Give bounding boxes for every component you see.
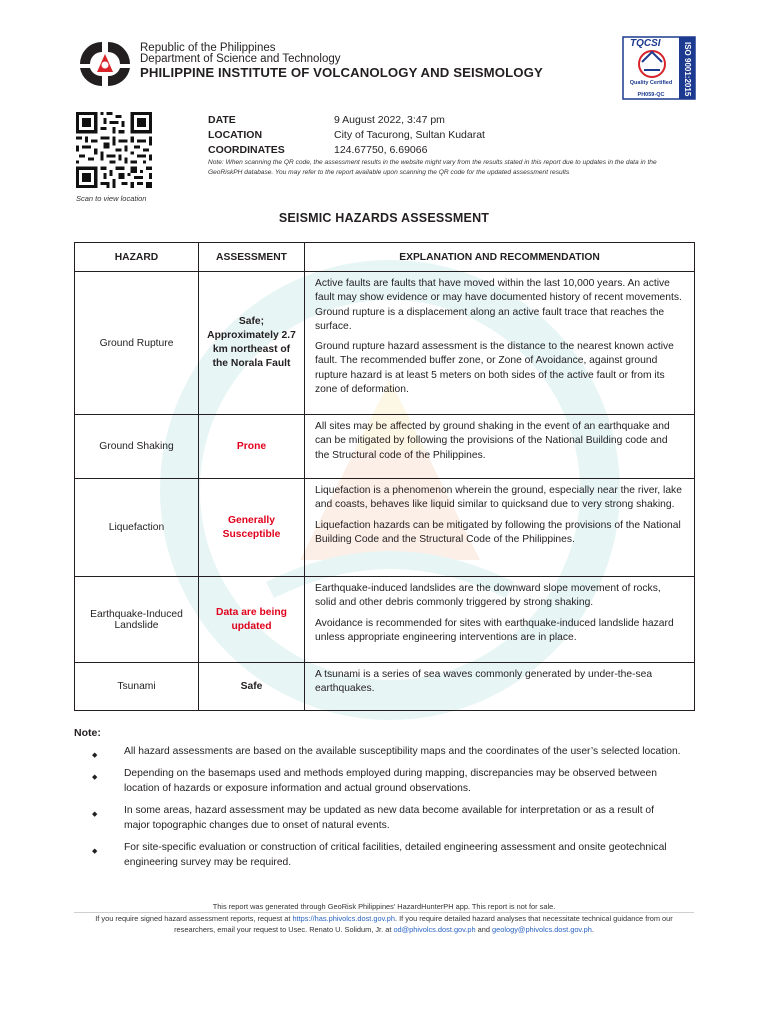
- explanation-paragraph: Liquefaction hazards can be mitigated by following the provisions of the National Building Code and the Structural Code of the Philippines.: [315, 519, 681, 545]
- assessment-cell: Prone: [199, 415, 305, 479]
- header-institute: PHILIPPINE INSTITUTE OF VOLCANOLOGY AND SEISMOLOGY: [140, 65, 543, 80]
- explanation-cell: [305, 479, 695, 577]
- phivolcs-logo-icon: [76, 38, 134, 90]
- cert-code: PH059-QC: [637, 92, 665, 98]
- explanation-paragraph: Avoidance is recommended for sites with earthquake-induced landslide hazard unless appropriate engineering interventions are in place.: [315, 617, 674, 643]
- footer-text: . If you require detailed hazard analyses that necessitate technical guidance from our researchers, email your request to Usec. Renato U. Solidum, Jr. at: [174, 914, 673, 934]
- note-item: [92, 766, 682, 796]
- coordinates-value: 124.67750, 6.69066: [334, 144, 428, 156]
- explanation-cell: [305, 577, 695, 663]
- assessment-cell: Generally Susceptible: [199, 479, 305, 577]
- hazard-assessment-table: [74, 242, 695, 711]
- header-assessment: ASSESSMENT: [199, 243, 305, 272]
- hazard-cell: Liquefaction: [75, 479, 199, 577]
- explanation-paragraph: A tsunami is a series of sea waves commonly generated by under-the-sea earthquakes.: [315, 669, 653, 695]
- has-portal-link[interactable]: https://has.phivolcs.dost.gov.ph: [292, 914, 396, 923]
- bullet-icon: ◆: [92, 752, 98, 759]
- table-row-liquefaction: [75, 479, 695, 577]
- footer-text: .: [591, 924, 594, 934]
- coordinates-label: COORDINATES: [208, 144, 285, 156]
- explanation-paragraph: Liquefaction is a phenomenon wherein the ground, especially near the river, lake and coasts, behaves like liquid similar to quicksand due to very strong shaking.: [315, 485, 682, 511]
- od-email-link[interactable]: od@phivolcs.dost.gov.ph: [393, 924, 476, 934]
- footer-line-2: [74, 914, 694, 935]
- hazard-cell: Earthquake-Induced Landslide: [75, 577, 199, 663]
- bullet-icon: ◆: [92, 848, 98, 855]
- hazard-cell: Tsunami: [75, 663, 199, 711]
- assessment-cell: Safe; Approximately 2.7 km northeast of the Norala Fault: [199, 272, 305, 415]
- note-item: [92, 803, 682, 833]
- footer-line-1: This report was generated through GeoRisk Philippines’ HazardHunterPH app. This report is not for sale.: [212, 902, 556, 911]
- qr-code-icon[interactable]: [76, 112, 152, 188]
- cert-brand: TQCSI: [630, 38, 661, 49]
- assessment-cell: Data are being updated: [199, 577, 305, 663]
- explanation-cell: [305, 415, 695, 479]
- footer-text: If you require signed hazard assessment reports, request at: [95, 914, 293, 923]
- location-label: LOCATION: [208, 129, 263, 141]
- note-text: In some areas, hazard assessment may be updated as new data become available for interpretation or as a result of major topographic changes due to onset of natural events.: [124, 805, 655, 831]
- date-value: 9 August 2022, 3:47 pm: [334, 114, 445, 126]
- header-explanation: EXPLANATION AND RECOMMENDATION: [305, 243, 695, 272]
- explanation-paragraph: Active faults are faults that have moved within the last 10,000 years. An active fault may show evidence or may have documented history of recent movements. Ground rupture is a displacement along an active fault trace that reaches the surface.: [315, 278, 682, 332]
- header-hazard: HAZARD: [75, 243, 199, 272]
- table-row-landslide: [75, 577, 695, 663]
- explanation-paragraph: Ground rupture hazard assessment is the distance to the nearest known active fault. The recommended buffer zone, or Zone of Avoidance, against ground rupture hazard is at least 5 meters on both sides of the active fault or from its zone of deformation.: [315, 341, 674, 396]
- qr-caption: Scan to view location: [76, 194, 147, 203]
- header-republic: Republic of the Philippines: [140, 42, 276, 54]
- header-department: Department of Science and Technology: [140, 53, 341, 65]
- footer-divider: [74, 912, 694, 913]
- iso-certification-badge: [622, 36, 696, 100]
- notes-label: Note:: [74, 727, 101, 739]
- notes-list: [92, 744, 682, 877]
- hazard-cell: Ground Shaking: [75, 415, 199, 479]
- assessment-cell: Safe: [199, 663, 305, 711]
- note-text: For site-specific evaluation or construction of critical facilities, detailed engineering assessment and onsite geotechnical engineering survey may be required.: [124, 842, 667, 868]
- table-row-ground-rupture: [75, 272, 695, 415]
- location-value: City of Tacurong, Sultan Kudarat: [334, 129, 485, 141]
- cert-quality: Quality Certified: [629, 80, 673, 86]
- qr-disclaimer-note: Note: When scanning the QR code, the assessment results in the website might vary from the results stated in this report due to updates in the data in the GeoRiskPH database. You may refer to the report available upon scanning the QR code for the updated assessment results: [208, 159, 657, 176]
- note-text: Depending on the basemaps used and methods employed during mapping, discrepancies may be observed between location of hazards or exposure information and actual ground observations.: [124, 768, 657, 794]
- note-text: All hazard assessments are based on the available susceptibility maps and the coordinates of the user’s selected location.: [124, 746, 681, 757]
- hazard-cell: Ground Rupture: [75, 272, 199, 415]
- cert-iso: ISO 9001:2015: [683, 42, 692, 97]
- explanation-cell: [305, 663, 695, 711]
- table-row-tsunami: [75, 663, 695, 711]
- explanation-cell: [305, 272, 695, 415]
- footer-text: and: [475, 924, 493, 934]
- date-label: DATE: [208, 114, 236, 126]
- note-item: [92, 744, 682, 759]
- explanation-paragraph: Earthquake-induced landslides are the downward slope movement of rocks, solid and other debris commonly triggered by strong shaking.: [315, 583, 661, 609]
- table-row-ground-shaking: [75, 415, 695, 479]
- explanation-paragraph: All sites may be affected by ground shaking in the event of an earthquake and can be mitigated by following the provisions of the National Building code and the Structural code of the Philippines.: [315, 421, 670, 461]
- bullet-icon: ◆: [92, 811, 98, 818]
- note-item: [92, 840, 682, 870]
- bullet-icon: ◆: [92, 774, 98, 781]
- page-title: SEISMIC HAZARDS ASSESSMENT: [278, 211, 490, 225]
- geology-email-link[interactable]: geology@phivolcs.dost.gov.ph: [492, 924, 592, 934]
- table-header-row: [75, 243, 695, 272]
